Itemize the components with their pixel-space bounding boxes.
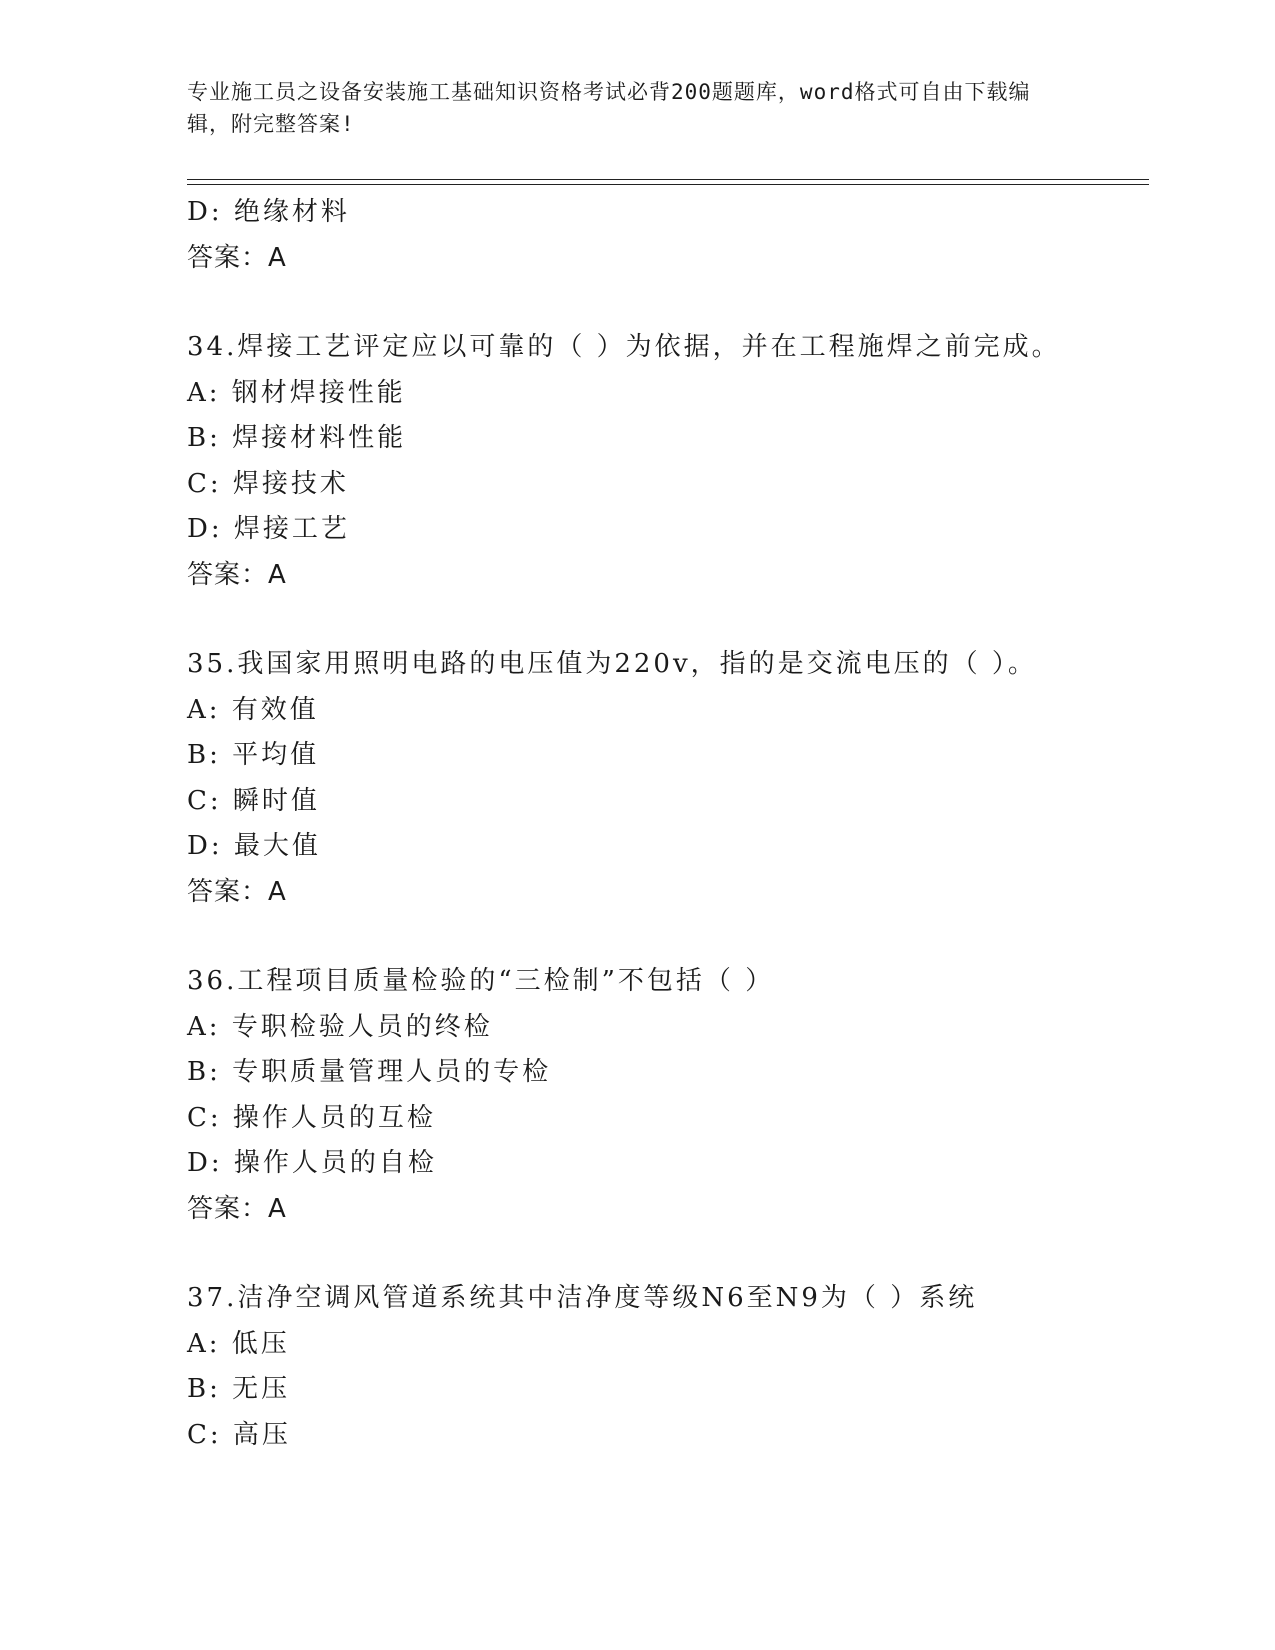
option-b: B: 无压 [187,1374,291,1404]
header-rule-bottom [187,184,1149,185]
question-stem: 36.工程项目质量检验的“三检制”不包括（ ） [187,966,775,996]
option-b: B: 焊接材料性能 [187,423,407,453]
option-a: A: 有效值 [187,694,319,725]
option-d: D: 操作人员的自检 [187,1148,437,1178]
header-rule-top [187,179,1149,180]
option-b: B: 专职质量管理人员的专检 [187,1057,552,1087]
question-37 [187,1276,1147,1458]
option-a: A: 低压 [187,1328,290,1359]
answer-line: 答案：A [187,559,287,590]
option-c: C: 瞬时值 [187,785,320,816]
question-stem: 34.焊接工艺评定应以可靠的（ ）为依据，并在工程施焊之前完成。 [187,332,1061,362]
question-stem: 35.我国家用照明电路的电压值为220v，指的是交流电压的（ ）。 [187,649,1037,679]
option-c: C: 焊接技术 [187,468,349,499]
option-d: D: 绝缘材料 [187,197,350,227]
option-a: A: 钢材焊接性能 [187,377,406,408]
option-b: B: 平均值 [187,740,320,770]
option-c: C: 高压 [187,1419,291,1450]
option-d: D: 最大值 [187,831,321,861]
answer-line: 答案：A [187,876,287,907]
question-36 [187,959,1147,1232]
option-a: A: 专职检验人员的终检 [187,1011,493,1042]
question-list [187,190,1147,1458]
answer-line: 答案：A [187,1193,287,1224]
document-header: 专业施工员之设备安装施工基础知识资格考试必背200题题库，word格式可自由下载编辑，附完整答案! [187,80,1031,136]
option-d: D: 焊接工艺 [187,514,350,544]
option-c: C: 操作人员的互检 [187,1102,436,1133]
question-stem: 37.洁净空调风管道系统其中洁净度等级N6至N9为（ ）系统 [187,1283,978,1313]
answer-line: 答案：A [187,242,287,273]
question-35 [187,642,1147,915]
question-34 [187,325,1147,598]
